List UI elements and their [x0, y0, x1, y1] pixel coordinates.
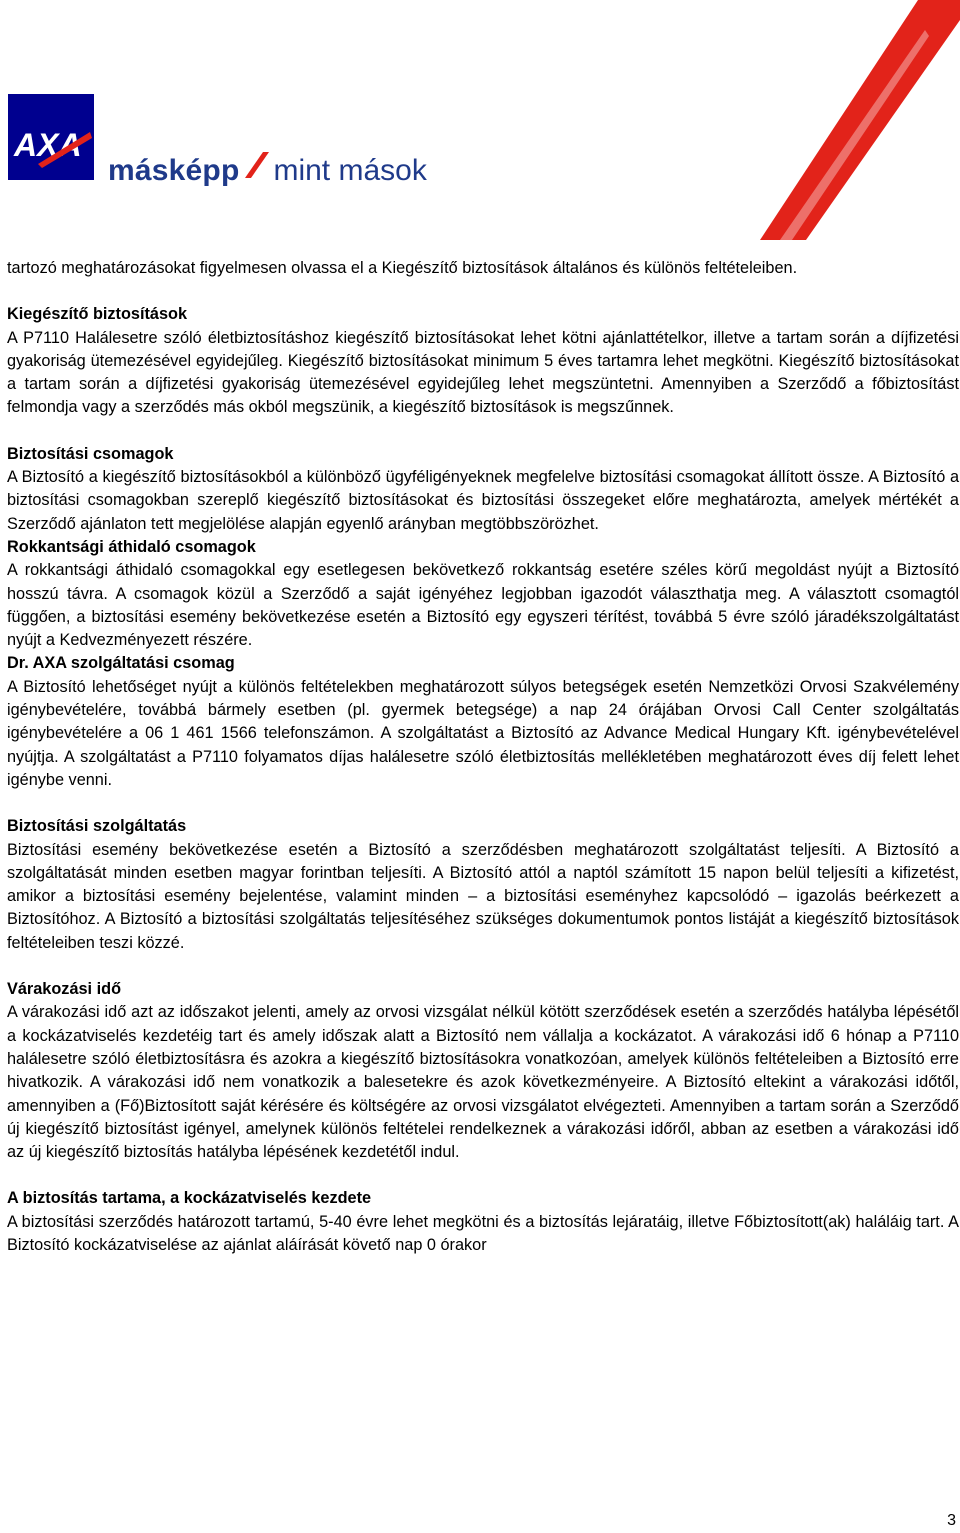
section-text-rokkantsagi: A rokkantsági áthidaló csomagokkal egy esetlegesen bekövetkező rokkantság esetére széles körű megoldást nyújt a Biztosító hosszú távra. A csomagok közül a Szerződő a saját igényéhez legjobban igazodót választhatja meg. A választott csomagtól függően, a biztosítási esemény bekövetkezése esetén a Biztosító egy egyszeri térítést, továbbá 5 évre szóló járadékszolgáltatást nyújt a Kedvezményezett részére.: [7, 561, 959, 650]
section-title-rokkantsagi: Rokkantsági áthidaló csomagok: [7, 537, 256, 556]
slogan: [108, 148, 427, 187]
page-header: [0, 0, 960, 240]
section-text-varakozasi-ido: A várakozási idő azt az időszakot jelenti, amely az orvosi vizsgálat nélkül kötött szerződések esetén a szerződés hatályba lépésétől a kockázatviselés kezdetéig tart és amely időszak alatt a Biztosító nem vállalja a kockázatot. A várakozási idő 6 hónap a P7110 halálesetre szóló életbiztosításra és azokra a kiegészítő biztosításokra vonatkozóan, amelyek különös feltételeiben a Biztosító erre hivatkozik. A várakozási idő nem vonatkozik a balesetekre és azok következményeire. A Biztosító eltekint a várakozási időtől, amennyiben a (Fő)Biztosított saját kérésére és költségére az orvosi vizsgálatot elvégezteti. Amennyiben a tartam során a Szerződő új kiegészítő biztosítást igényel, amelynek különös feltételei rendelkeznek a várakozási időről, abban az esetben a várakozási idő az új kiegészítő biztosítás hatályba lépésének kezdetétől indul.: [7, 1003, 959, 1162]
section-title-kiegeszito: Kiegészítő biztosítások: [7, 305, 188, 324]
slogan-part1: másképp: [108, 154, 240, 187]
section-title-szolgaltatas: Biztosítási szolgáltatás: [7, 817, 187, 836]
page-number: 3: [947, 1512, 956, 1529]
section-text-szolgaltatas: Biztosítási esemény bekövetkezése esetén a Biztosító a szerződésben meghatározott szolgáltatást teljesíti. A Biztosító a szolgáltatását minden esetben magyar forintban teljesíti. A Biztosító attól a naptól számított 15 napon belül teljesíti a kifizetést, amikor a biztosítási esemény bejelentése, valamint minden – a biztosítási eseményhez kapcsolódó – igazolás beérkezett a Biztosítóhoz. A Biztosító a biztosítási szolgáltatás teljesítéséhez szükséges dokumentumok pontos listáját a kiegészítő biztosítások feltételeiben teszi közzé.: [7, 840, 959, 952]
section-text-dr-axa: A Biztosító lehetőséget nyújt a különös feltételekben meghatározott súlyos betegségek esetén Nemzetközi Orvosi Szakvélemény igénybevételére, továbbá bármely esetben (pl. gyermek betegsége) a nap 24 órájában Orvosi Call Center szolgáltatás igénybevételére a 06 1 461 1566 telefonszámon. A szolgáltatást a Biztosító az Advance Medical Hungary Kft. igénybevételével nyújtja. A szolgáltatást a P7110 folyamatos díjas halálesetre szóló életbiztosítás mellékletében meghatározott éves díj felett lehet igénybe venni.: [7, 677, 959, 789]
section-title-varakozasi-ido: Várakozási idő: [7, 980, 122, 999]
section-text-tartam: A biztosítási szerződés határozott tartamú, 5-40 évre lehet megkötni és a biztosítás lejáratáig, illetve Főbiztosított(ak) haláláig tart. A Biztosító kockázatviselése az ajánlat aláírását követő nap 0 órakor: [7, 1212, 959, 1254]
section-title-tartam: A biztosítás tartama, a kockázatviselés kezdete: [7, 1189, 372, 1208]
intro-paragraph: tartozó meghatározásokat figyelmesen olvassa el a Kiegészítő biztosítások általános és különös feltételeiben.: [7, 259, 798, 277]
axa-logo-text: AXA: [14, 127, 82, 163]
section-text-kiegeszito: A P7110 Halálesetre szóló életbiztosításhoz kiegészítő biztosításokat lehet kötni ajánlattételkor, illetve a tartam során a díjfizetési gyakoriság ütemezésével egyidejűleg. Kiegészítő biztosításokat minimum 5 éves tartamra lehet megkötni. Kiegészítő biztosításokat a tartam során a díjfizetési gyakoriság ütemezésével egyidejűleg lehet megszüntetni. Amennyiben a Szerződő a főbiztosítást felmondja vagy a szerződés más okból megszünik, a kiegészítő biztosítások is megszűnnek.: [7, 328, 959, 417]
slogan-part2: mint mások: [273, 154, 427, 187]
section-text-csomagok: A Biztosító a kiegészítő biztosításokból a különböző ügyféligényeknek megfelelve biztosítási csomagokat állított össze. A Biztosító a biztosítási csomagokban szereplő kiegészítő biztosításokat és biztosítási összegeket előre meghatározta, amelyek mértékét a Szerződő ajánlaton tett megjelölése alapján egyenlő arányban megtöbbszörözhet.: [7, 468, 959, 533]
axa-logo: [8, 94, 94, 180]
document-body: [7, 257, 959, 1257]
slogan-slash-icon: [239, 148, 273, 180]
red-swoosh-graphic: [710, 0, 960, 240]
section-title-dr-axa: Dr. AXA szolgáltatási csomag: [7, 654, 235, 673]
section-title-csomagok: Biztosítási csomagok: [7, 444, 174, 463]
